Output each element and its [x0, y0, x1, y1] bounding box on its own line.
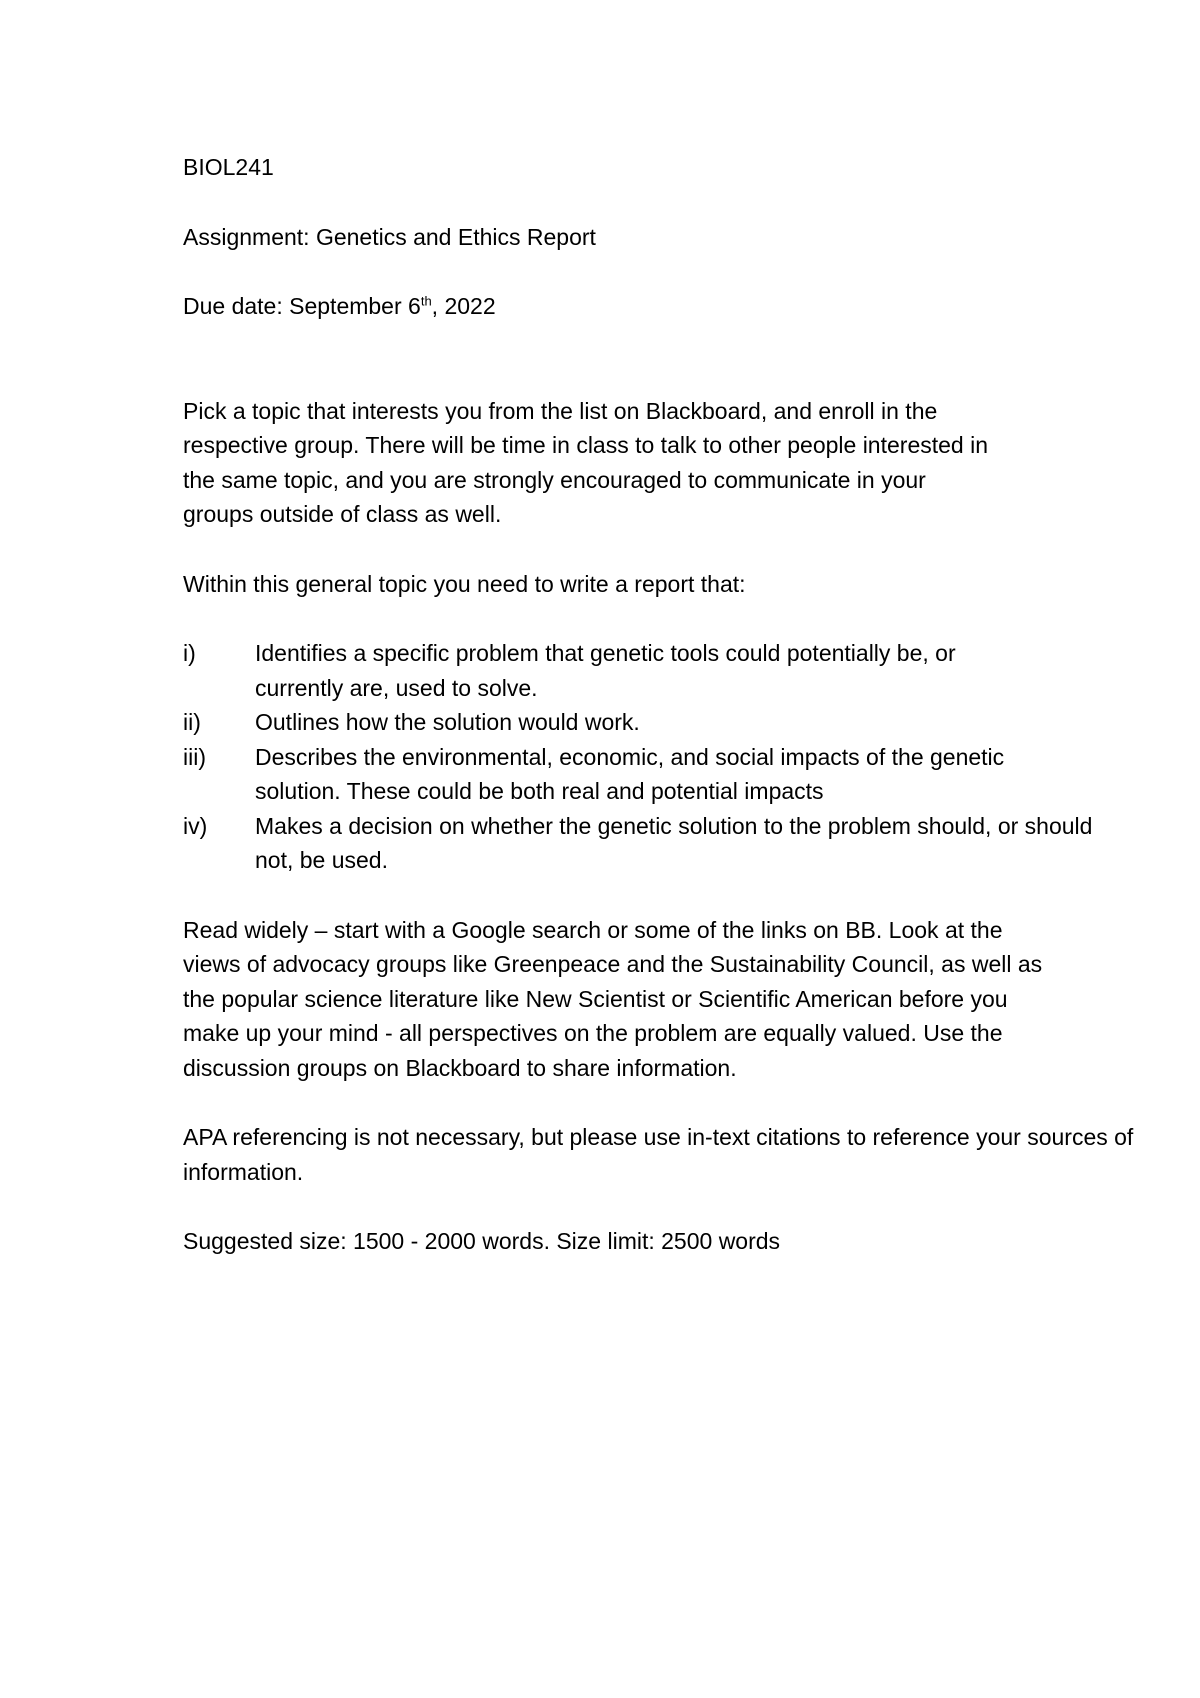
list-item — [183, 705, 1138, 740]
list-item — [183, 809, 1138, 878]
document-content — [183, 150, 1138, 1259]
intro-paragraph: Pick a topic that interests you from the list on Blackboard, and enroll in the respective group. There will be time in class to talk to other people interested in the same topic, and you are strongly encouraged to communicate in your groups outside of class as well. — [183, 397, 988, 527]
size-requirement: Suggested size: 1500 - 2000 words. Size limit: 2500 words — [183, 1228, 781, 1254]
list-item-text: Outlines how the solution would work. — [255, 709, 640, 735]
list-item — [183, 636, 1138, 705]
requirements-lead: Within this general topic you need to write a report that: — [183, 570, 746, 597]
list-item-text: Identifies a specific problem that genetic tools could potentially be, or currently are, used to solve. — [255, 640, 956, 701]
list-item-number: iv) — [183, 812, 208, 839]
due-date-prefix: Due date: September 6 — [183, 293, 421, 319]
referencing-paragraph: APA referencing is not necessary, but please use in-text citations to reference your sources of information. — [183, 1124, 1134, 1185]
assignment-title: Assignment: Genetics and Ethics Report — [183, 223, 596, 250]
list-item-text: Describes the environmental, economic, and social impacts of the genetic solution. These could be both real and potential impacts — [255, 743, 1005, 804]
due-date-superscript: th — [420, 293, 432, 309]
reading-paragraph: Read widely – start with a Google search or some of the links on BB. Look at the views of advocacy groups like Greenpeace and the Sustainability Council, as well as the popular science literature like New Scientist or Scientific American before you make up your mind - all perspectives on the problem are equally valued. Use the discussion groups on Blackboard to share information. — [183, 916, 1043, 1081]
list-item-number: ii) — [183, 709, 201, 735]
list-item-number: i) — [183, 640, 196, 666]
list-item-number: iii) — [183, 743, 206, 770]
list-item-text: Makes a decision on whether the genetic solution to the problem should, or should not, be used. — [255, 812, 1093, 873]
requirements-list — [183, 636, 1138, 878]
course-code: BIOL241 — [183, 154, 274, 180]
list-item — [183, 740, 1138, 809]
due-date-suffix: , 2022 — [431, 293, 496, 319]
due-date — [183, 289, 1138, 324]
